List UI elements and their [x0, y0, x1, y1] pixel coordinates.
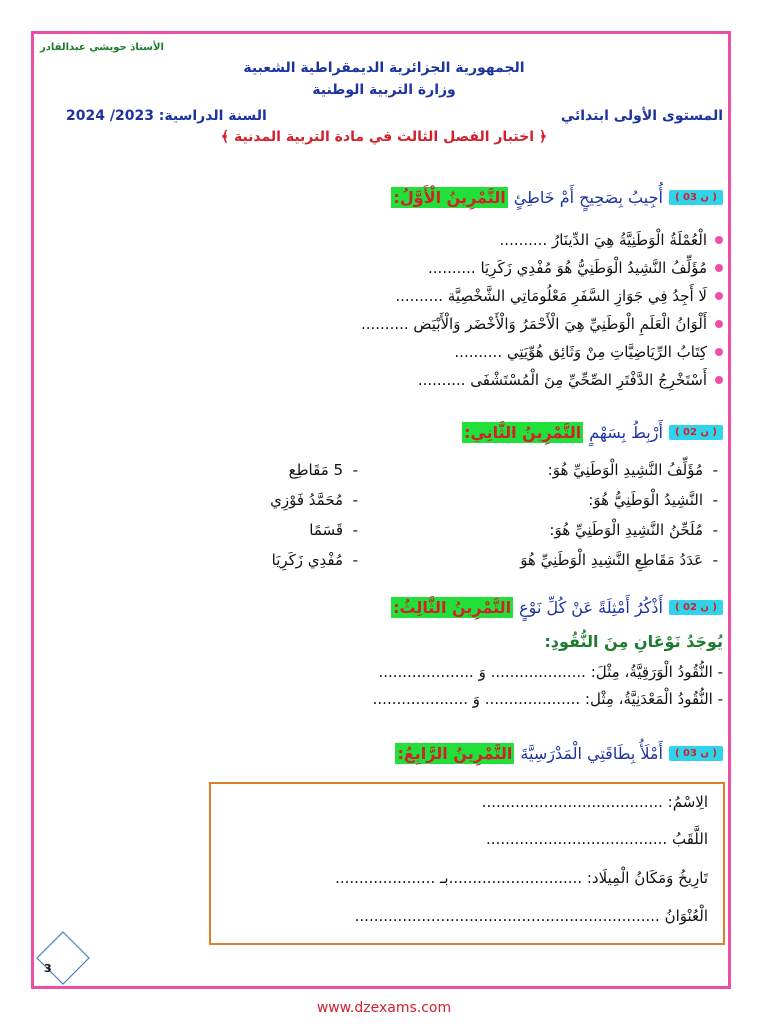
- exercise-2-instruction: أَرْبِطُ بِسَهْمٍ: [589, 422, 663, 442]
- bullet-icon: [715, 264, 723, 272]
- list-item: - مُفْدِي زَكَرِيَا: [271, 551, 358, 569]
- exercise-3-points: ( 02 ن ): [669, 600, 723, 615]
- author-name: الأستاذ حويشي عبدالقادر: [40, 42, 164, 53]
- list-item: أَسْتَخْرِجُ الدَّفْتَرِ الصِّحِّيِّ مِنَ الْمُسْتَشْفَى ..........: [203, 366, 723, 394]
- ministry-title: وزارة التربية الوطنية: [312, 82, 456, 98]
- exercise-2-points: ( 02 ن ): [669, 425, 723, 440]
- bullet-icon: [715, 320, 723, 328]
- exercise-2-header: [462, 417, 723, 447]
- list-item: كِتَابُ الرِّيَاضِيَّاتِ مِنْ وَثَائِق هُوِّيَتِي ..........: [203, 338, 723, 366]
- exercise-1-points: ( 03 ن ): [669, 190, 723, 205]
- exercise-2-left-column: [438, 455, 718, 575]
- exercise-3-line-coins: - النُّقُودُ الْمَعْدَنِيَّةُ، مِثْل: .................... وَ ....................: [372, 690, 723, 708]
- exercise-4-header: [395, 738, 723, 768]
- exercise-3-subheading: يُوجَدُ نَوْعَانِ مِنَ النُّقُودِ:: [544, 632, 723, 651]
- list-item: - مُحَمَّدُ فَوْزِي: [270, 491, 358, 509]
- card-row-address: الْعُنْوَانُ ................................................................: [354, 907, 708, 925]
- list-item: الْعُمْلَةُ الْوَطَنِيَّةُ هِيَ الدِّينَارُ ..........: [203, 226, 723, 254]
- exercise-4-label: التَّمْرِينُ الرَّابِعُ:: [397, 743, 513, 763]
- exercise-3-instruction: أَذْكُرُ أَمْثِلَةً عَنْ كُلِّ نَوْعٍ: [519, 597, 663, 617]
- footer-url[interactable]: www.dzexams.com: [316, 1000, 452, 1016]
- exercise-2-right-column: [228, 455, 358, 575]
- bullet-icon: [715, 236, 723, 244]
- card-row-surname: اللَّقَبُ ......................................: [486, 830, 708, 848]
- list-item: - مُؤَلِّفُ النَّشِيدِ الْوَطَنِيِّ هُوَ:: [547, 461, 718, 479]
- exercise-4-points: ( 03 ن ): [669, 746, 723, 761]
- exam-title: ﴿ اختبار الفصل الثالث في مادة التربية المدنية ﴾: [220, 129, 548, 145]
- exercise-3-line-paper: - النُّقُودُ الْوَرَقِيَّةُ، مِثْلَ: .................... وَ ....................: [378, 663, 723, 681]
- list-item: - عَدَدُ مَقَاطِعِ النَّشِيدِ الْوَطَنِيِّ هُوَ: [520, 551, 718, 569]
- page-corner-diamond-icon: [33, 928, 93, 986]
- level-label: المستوى الأولى ابتدائي: [560, 108, 723, 124]
- exercise-1-list: [203, 226, 723, 394]
- exercise-1-instruction: أُجِيبُ بِصَحِيحٍ أَمْ خَاطِئٍ: [513, 187, 663, 207]
- list-item: مُؤَلِّفُ النَّشِيدُ الْوَطَنِيُّ هُوَ مُفْدِي زَكَرِيَا ..........: [203, 254, 723, 282]
- list-item: لَا أَجِدُ فِي جَوَازِ السَّفَرِ مَعْلُومَاتِي الشَّخْصِيَّة ..........: [203, 282, 723, 310]
- card-row-name: الِاسْمُ: ......................................: [481, 793, 708, 811]
- list-item: - النَّشِيدُ الْوَطَنِيُّ هُوَ:: [588, 491, 718, 509]
- republic-title: الجمهورية الجزائرية الديمقراطية الشعبية: [243, 60, 525, 76]
- list-item: - مُلَحِّنُ النَّشِيدِ الْوَطَنِيِّ هُوَ:: [549, 521, 718, 539]
- exercise-3-header: [391, 592, 723, 622]
- bullet-icon: [715, 292, 723, 300]
- exercise-4-instruction: أَمْلَأُ بِطَاقَتِي الْمَدْرَسِيَّةَ: [520, 743, 663, 763]
- list-item: - 5 مَقَاطِع: [288, 461, 358, 479]
- list-item: أَلْوَانُ الْعَلَمِ الْوَطَنِيِّ هِيَ الْأَحْمَرُ وَالْأَخْضَر وَالْأَبْيَض ..........: [203, 310, 723, 338]
- school-year: السنة الدراسية: 2023/ 2024: [66, 108, 267, 124]
- bullet-icon: [715, 376, 723, 384]
- exercise-1-label: التَّمْرِينُ الْأَوَّلُ:: [393, 187, 506, 207]
- bullet-icon: [715, 348, 723, 356]
- card-row-birth: تَارِيخُ وَمَكَانُ الْمِيلَاد: ............................بـ .....................: [335, 869, 708, 887]
- exercise-2-label: التَّمْرِينُ الثَّانِي:: [463, 422, 582, 442]
- list-item: - قَسَمًا: [309, 521, 358, 539]
- exercise-1-header: [391, 182, 723, 212]
- exercise-3-label: التَّمْرِينُ الثَّالِثُ:: [393, 597, 512, 617]
- page-number: 3: [44, 962, 52, 975]
